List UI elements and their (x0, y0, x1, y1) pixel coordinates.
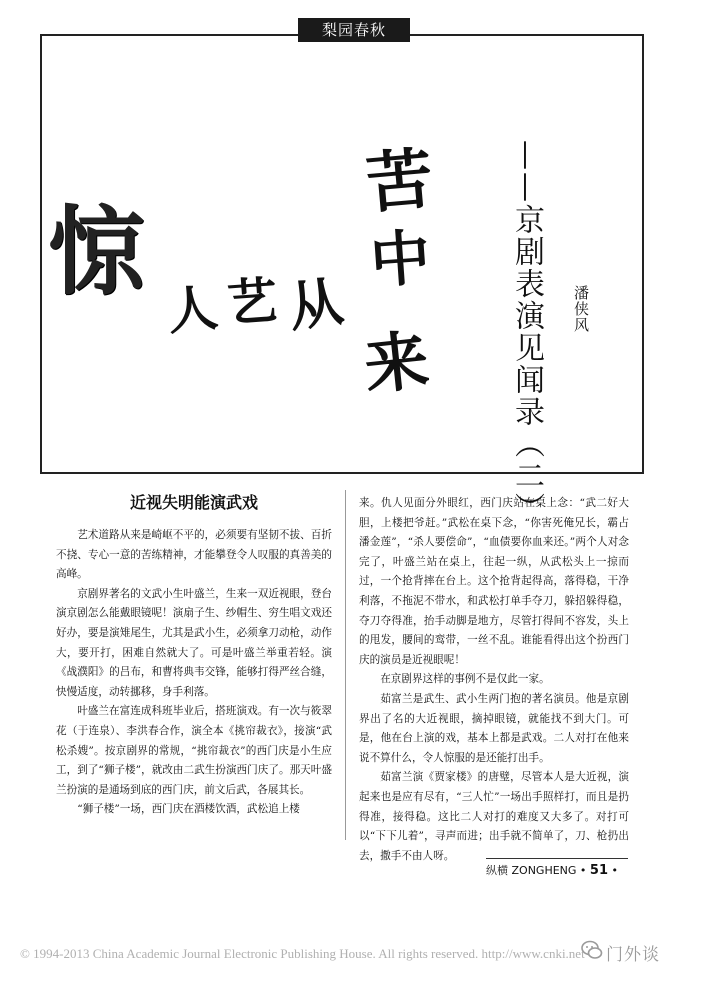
title-char-4: 从 (284, 268, 347, 340)
title-char-6: 中 (367, 222, 433, 297)
paragraph: 茹富兰是武生、武小生两门抱的著名演员。他是京剧界出了名的大近视眼，摘掉眼镜，就能找不到大门。可是，他在台上演的戏，基本上都是武戏。二人对打在他来说不算什么，令人惊服的是还能打出手。 (359, 692, 629, 764)
article-right-column (359, 494, 629, 866)
title-char-1: 惊 (48, 195, 144, 308)
author: 潘侠风 (572, 285, 590, 333)
footer-rule (486, 858, 628, 859)
watermark-text: 门外谈 (606, 945, 660, 965)
article-left-column (56, 490, 332, 820)
paragraph: 来。仇人见面分外眼红，西门庆站在桌上念：“武二好大胆，上楼把爷赶。”武松在桌下念，“你害死俺兄长，霸占潘金莲”，“杀人要偿命”，“血债要你血来还。”两个人对念完了，叶盛兰站在桌上，往起一纵，从武松头上一掠而过，一个抢背摔在台上。这个抢背起得高，落得稳，干净利落，不拖泥不带水，和武松打单手夺刀，躲招躲得稳，夺刀夺得准，抬手动脚是地方，尽管打得间不容发，头上的甩发，腰间的鸾带，一丝不乱。谁能看得出这个扮西门庆的演员是近视眼呢！ (359, 497, 629, 666)
magazine-name: 纵横 ZONGHENG (486, 864, 577, 877)
copyright-notice: © 1994-2013 China Academic Journal Electronic Publishing House. All rights reserved. http://www.cnki.net (20, 946, 585, 961)
section-tag: 梨园春秋 (298, 18, 410, 42)
title-char-2: 人 (164, 277, 221, 342)
paragraph: 在京剧界这样的事例不是仅此一家。 (380, 673, 550, 686)
title-char-7: 来 (360, 322, 433, 405)
title-char-3: 艺 (225, 270, 280, 333)
paragraph: 叶盛兰在富连成科班毕业后，搭班演戏。有一次与筱翠花（于连泉）、李洪春合作，演全本《挑帘裁衣》，接演“武松杀嫂”。按京剧界的常规，“挑帘裁衣”的西门庆是小生应工，到了“狮子楼”，就改由二武生扮演西门庆了。那天叶盛兰扮演的是通场到底的西门庆，前文后武，各展其长。 (56, 705, 332, 796)
paragraph: 京剧界著名的文武小生叶盛兰，生来一双近视眼，登台演京剧怎么能戴眼镜呢！演扇子生、纱帽生、穷生唱文戏还好办，要是演雉尾生，尤其是武小生，必须拿刀动枪，动作大，要开打，困难自然就大了。可是叶盛兰举重若轻。演《战濮阳》的吕布，和曹将典韦交锋，能够打得严丝合缝，快慢适度，动转挪移，身手利落。 (56, 587, 332, 698)
column-divider (345, 490, 346, 840)
subtitle: ——京剧表演见闻录（二） (509, 140, 544, 524)
paragraph: 艺术道路从来是崎岖不平的，必须要有坚韧不拔、百折不挠、专心一意的苦练精神，才能攀登令人叹服的真善美的高峰。 (56, 529, 332, 581)
article-heading: 近视失明能演武戏 (129, 493, 258, 512)
page-number: 51 (589, 863, 609, 878)
page-footer: 纵横 ZONGHENG • 51 • (486, 863, 619, 878)
title-char-5: 苦 (363, 139, 436, 223)
chat-bubble-icon (580, 938, 604, 962)
paragraph: 茹富兰演《贾家楼》的唐璧，尽管本人是大近视，演起来也是应有尽有，“三人忙”一场出手照样打，而且是扔得准，接得稳。这比二人对打的难度又大多了。对打可以“下下儿着”，寻声而进；出手就不简单了，刀、枪扔出去，撒手不由人呀。 (359, 771, 629, 862)
paragraph: “狮子楼”一场，西门庆在酒楼饮酒，武松追上楼 (77, 803, 300, 816)
